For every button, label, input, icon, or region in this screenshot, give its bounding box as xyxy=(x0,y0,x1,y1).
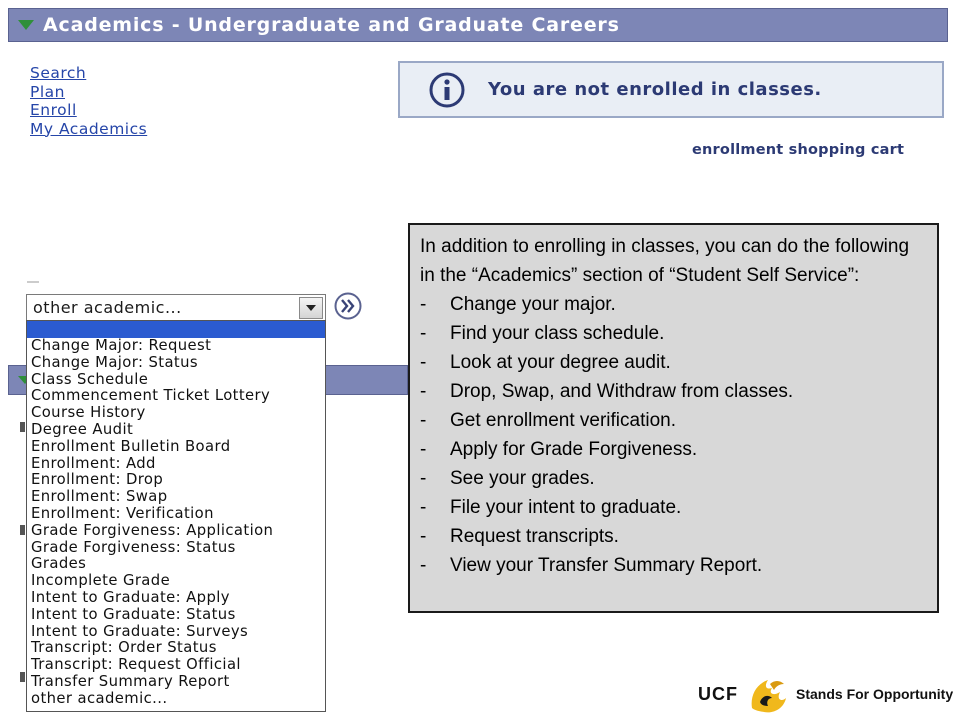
dropdown-option[interactable]: Commencement Ticket Lottery xyxy=(31,387,271,405)
dropdown-option[interactable]: Transcript: Order Status xyxy=(31,639,217,657)
dropdown-option[interactable]: Enrollment: Swap xyxy=(31,488,168,506)
dropdown-option[interactable]: Transfer Summary Report xyxy=(31,672,230,690)
list-item: - See your grades. xyxy=(420,468,595,489)
tagline: Stands For Opportunity xyxy=(796,686,954,702)
list-item: - Change your major. xyxy=(420,294,616,315)
dropdown-option[interactable]: Intent to Graduate: Apply xyxy=(31,588,230,606)
dropdown-option[interactable]: Transcript: Request Official xyxy=(31,656,241,674)
dropdown-option[interactable]: Enrollment: Verification xyxy=(31,504,214,522)
dropdown-option[interactable]: Class Schedule xyxy=(31,370,149,388)
dropdown-option-blank[interactable] xyxy=(27,321,325,338)
dropdown-option[interactable]: Grade Forgiveness: Status xyxy=(31,538,236,556)
my-academics-link[interactable]: My Academics xyxy=(30,119,148,138)
shopping-cart-link[interactable]: enrollment shopping cart xyxy=(692,142,905,158)
info-icon xyxy=(428,71,466,109)
dropdown-option[interactable]: Grade Forgiveness: Application xyxy=(31,521,274,539)
dropdown-option[interactable]: Course History xyxy=(31,404,146,422)
pegasus-icon xyxy=(746,672,790,716)
search-link[interactable]: Search xyxy=(30,64,87,82)
list-item: - Get enrollment verification. xyxy=(420,410,676,431)
dropdown-option[interactable]: Degree Audit xyxy=(31,420,134,438)
list-item: - Request transcripts. xyxy=(420,526,619,547)
dropdown-option[interactable]: Change Major: Status xyxy=(31,353,199,371)
dropdown-option[interactable]: Incomplete Grade xyxy=(31,572,171,590)
info-intro: In addition to enrolling in classes, you can do the following in the “Academics” section of “Student Self Service”: xyxy=(420,236,910,286)
chevron-down-icon[interactable] xyxy=(299,297,323,319)
dropdown-option[interactable]: Enrollment: Drop xyxy=(31,471,164,489)
list-item: - File your intent to graduate. xyxy=(420,497,682,518)
org-name: UCF xyxy=(698,683,738,704)
dropdown-option[interactable]: Intent to Graduate: Status xyxy=(31,605,236,623)
section-title: Academics - Undergraduate and Graduate Careers xyxy=(43,14,620,36)
academic-options-list[interactable] xyxy=(26,320,326,712)
list-item: - View your Transfer Summary Report. xyxy=(420,555,763,576)
double-chevron-right-icon[interactable] xyxy=(333,292,363,320)
enrollment-notice xyxy=(398,61,944,118)
dropdown-option[interactable]: Grades xyxy=(31,555,87,573)
dropdown-option[interactable]: other academic... xyxy=(31,689,168,707)
ucf-logo xyxy=(698,670,954,718)
enroll-link[interactable]: Enroll xyxy=(30,101,77,119)
list-item: - Find your class schedule. xyxy=(420,323,665,344)
notice-message: You are not enrolled in classes. xyxy=(488,79,822,100)
plan-link[interactable]: Plan xyxy=(30,82,65,101)
info-callout xyxy=(408,223,939,613)
dropdown-option[interactable]: Enrollment Bulletin Board xyxy=(31,437,231,455)
list-item: - Drop, Swap, and Withdraw from classes. xyxy=(420,381,794,402)
dropdown-option[interactable]: Enrollment: Add xyxy=(31,454,156,472)
triangle-down-icon[interactable] xyxy=(17,19,35,31)
info-list xyxy=(420,290,927,580)
list-item: - Apply for Grade Forgiveness. xyxy=(420,439,698,460)
academics-nav-links xyxy=(30,64,147,138)
list-item: - Look at your degree audit. xyxy=(420,352,671,373)
dropdown-option[interactable]: Change Major: Request xyxy=(31,337,212,354)
select-value: other academic... xyxy=(33,298,182,317)
dropdown-option[interactable]: Intent to Graduate: Surveys xyxy=(31,622,249,640)
other-academic-select[interactable] xyxy=(26,294,326,321)
divider xyxy=(27,281,39,283)
section-header-bar[interactable] xyxy=(8,8,948,42)
